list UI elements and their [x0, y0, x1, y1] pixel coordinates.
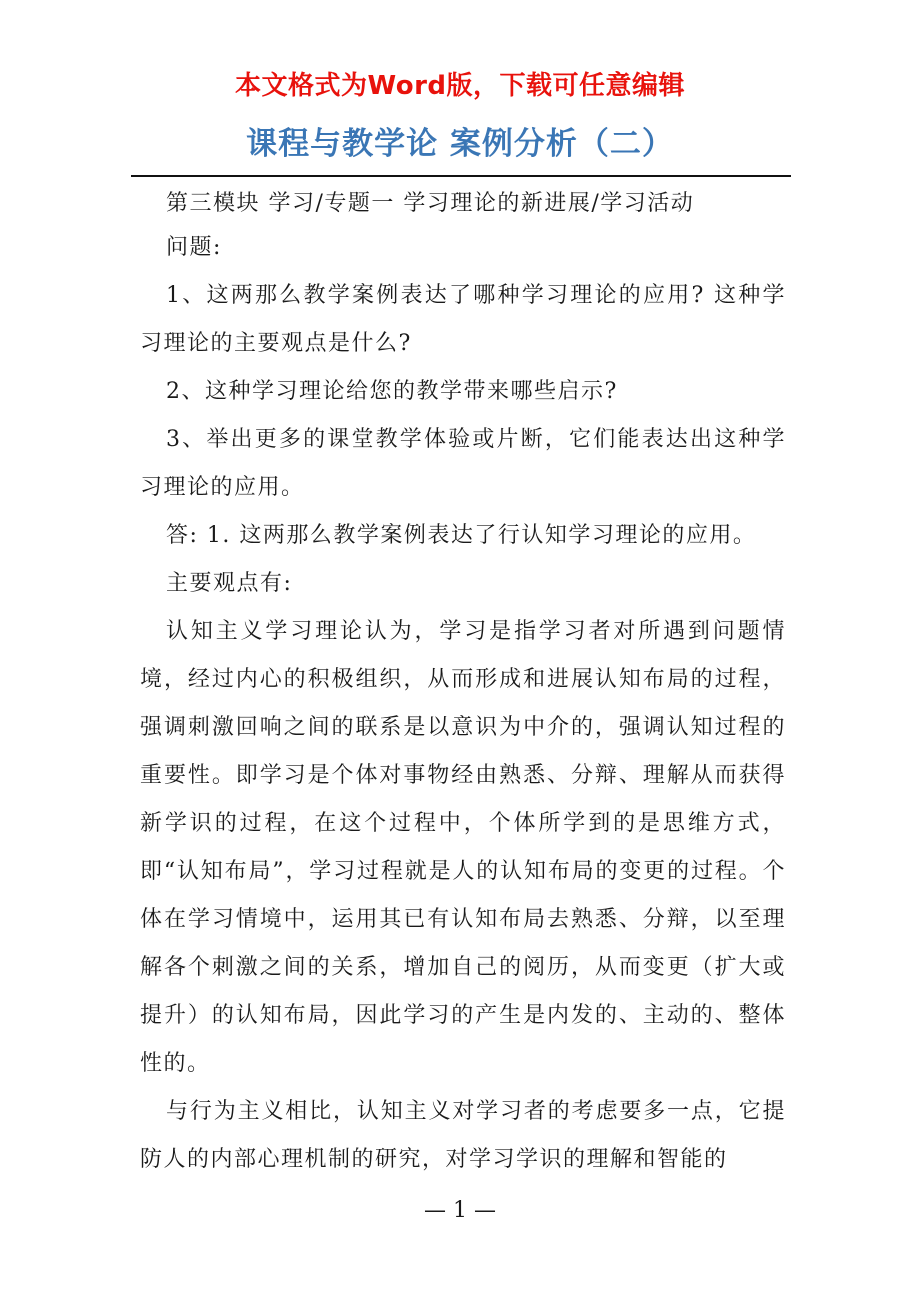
title-divider [131, 175, 791, 177]
question-3: 3、举出更多的课堂教学体验或片断，它们能表达出这种学习理论的应用。 [140, 427, 786, 500]
comparison-paragraph: 与行为主义相比，认知主义对学习者的考虑要多一点，它提防人的内部心理机制的研究，对学习学识的理解和智能的 [140, 1099, 786, 1172]
page-number: — 1 — [424, 1198, 496, 1223]
question-2: 2、这种学习理论给您的教学带来哪些启示? [166, 379, 618, 404]
document-body [140, 184, 786, 1184]
module-heading: 第三模块 学习/专题一 学习理论的新进展/学习活动 [166, 191, 695, 216]
question-1: 1、这两那么教学案例表达了哪种学习理论的应用? 这种学习理论的主要观点是什么? [140, 283, 786, 356]
answer-1: 答: 1. 这两那么教学案例表达了行认知学习理论的应用。 [166, 523, 757, 548]
format-banner: 本文格式为Word版，下载可任意编辑 [234, 71, 686, 101]
cognitive-theory-paragraph: 认知主义学习理论认为，学习是指学习者对所遇到问题情境，经过内心的积极组织，从而形成和进展认知布局的过程，强调刺激回响之间的联系是以意识为中介的，强调认知过程的重要性。即学习是个体对事物经由熟悉、分辩、理解从而获得新学识的过程，在这个过程中，个体所学到的是思维方式，即“认知布局”，学习过程就是人的认知布局的变更的过程。个体在学习情境中，运用其已有认知布局去熟悉、分辩，以至理解各个刺激之间的关系，增加自己的阅历，从而变更（扩大或提升）的认知布局，因此学习的产生是内发的、主动的、整体性的。 [140, 619, 786, 1076]
questions-label: 问题: [166, 235, 222, 260]
document-title: 课程与教学论 案例分析（二） [246, 126, 674, 162]
main-points-label: 主要观点有: [166, 571, 293, 596]
